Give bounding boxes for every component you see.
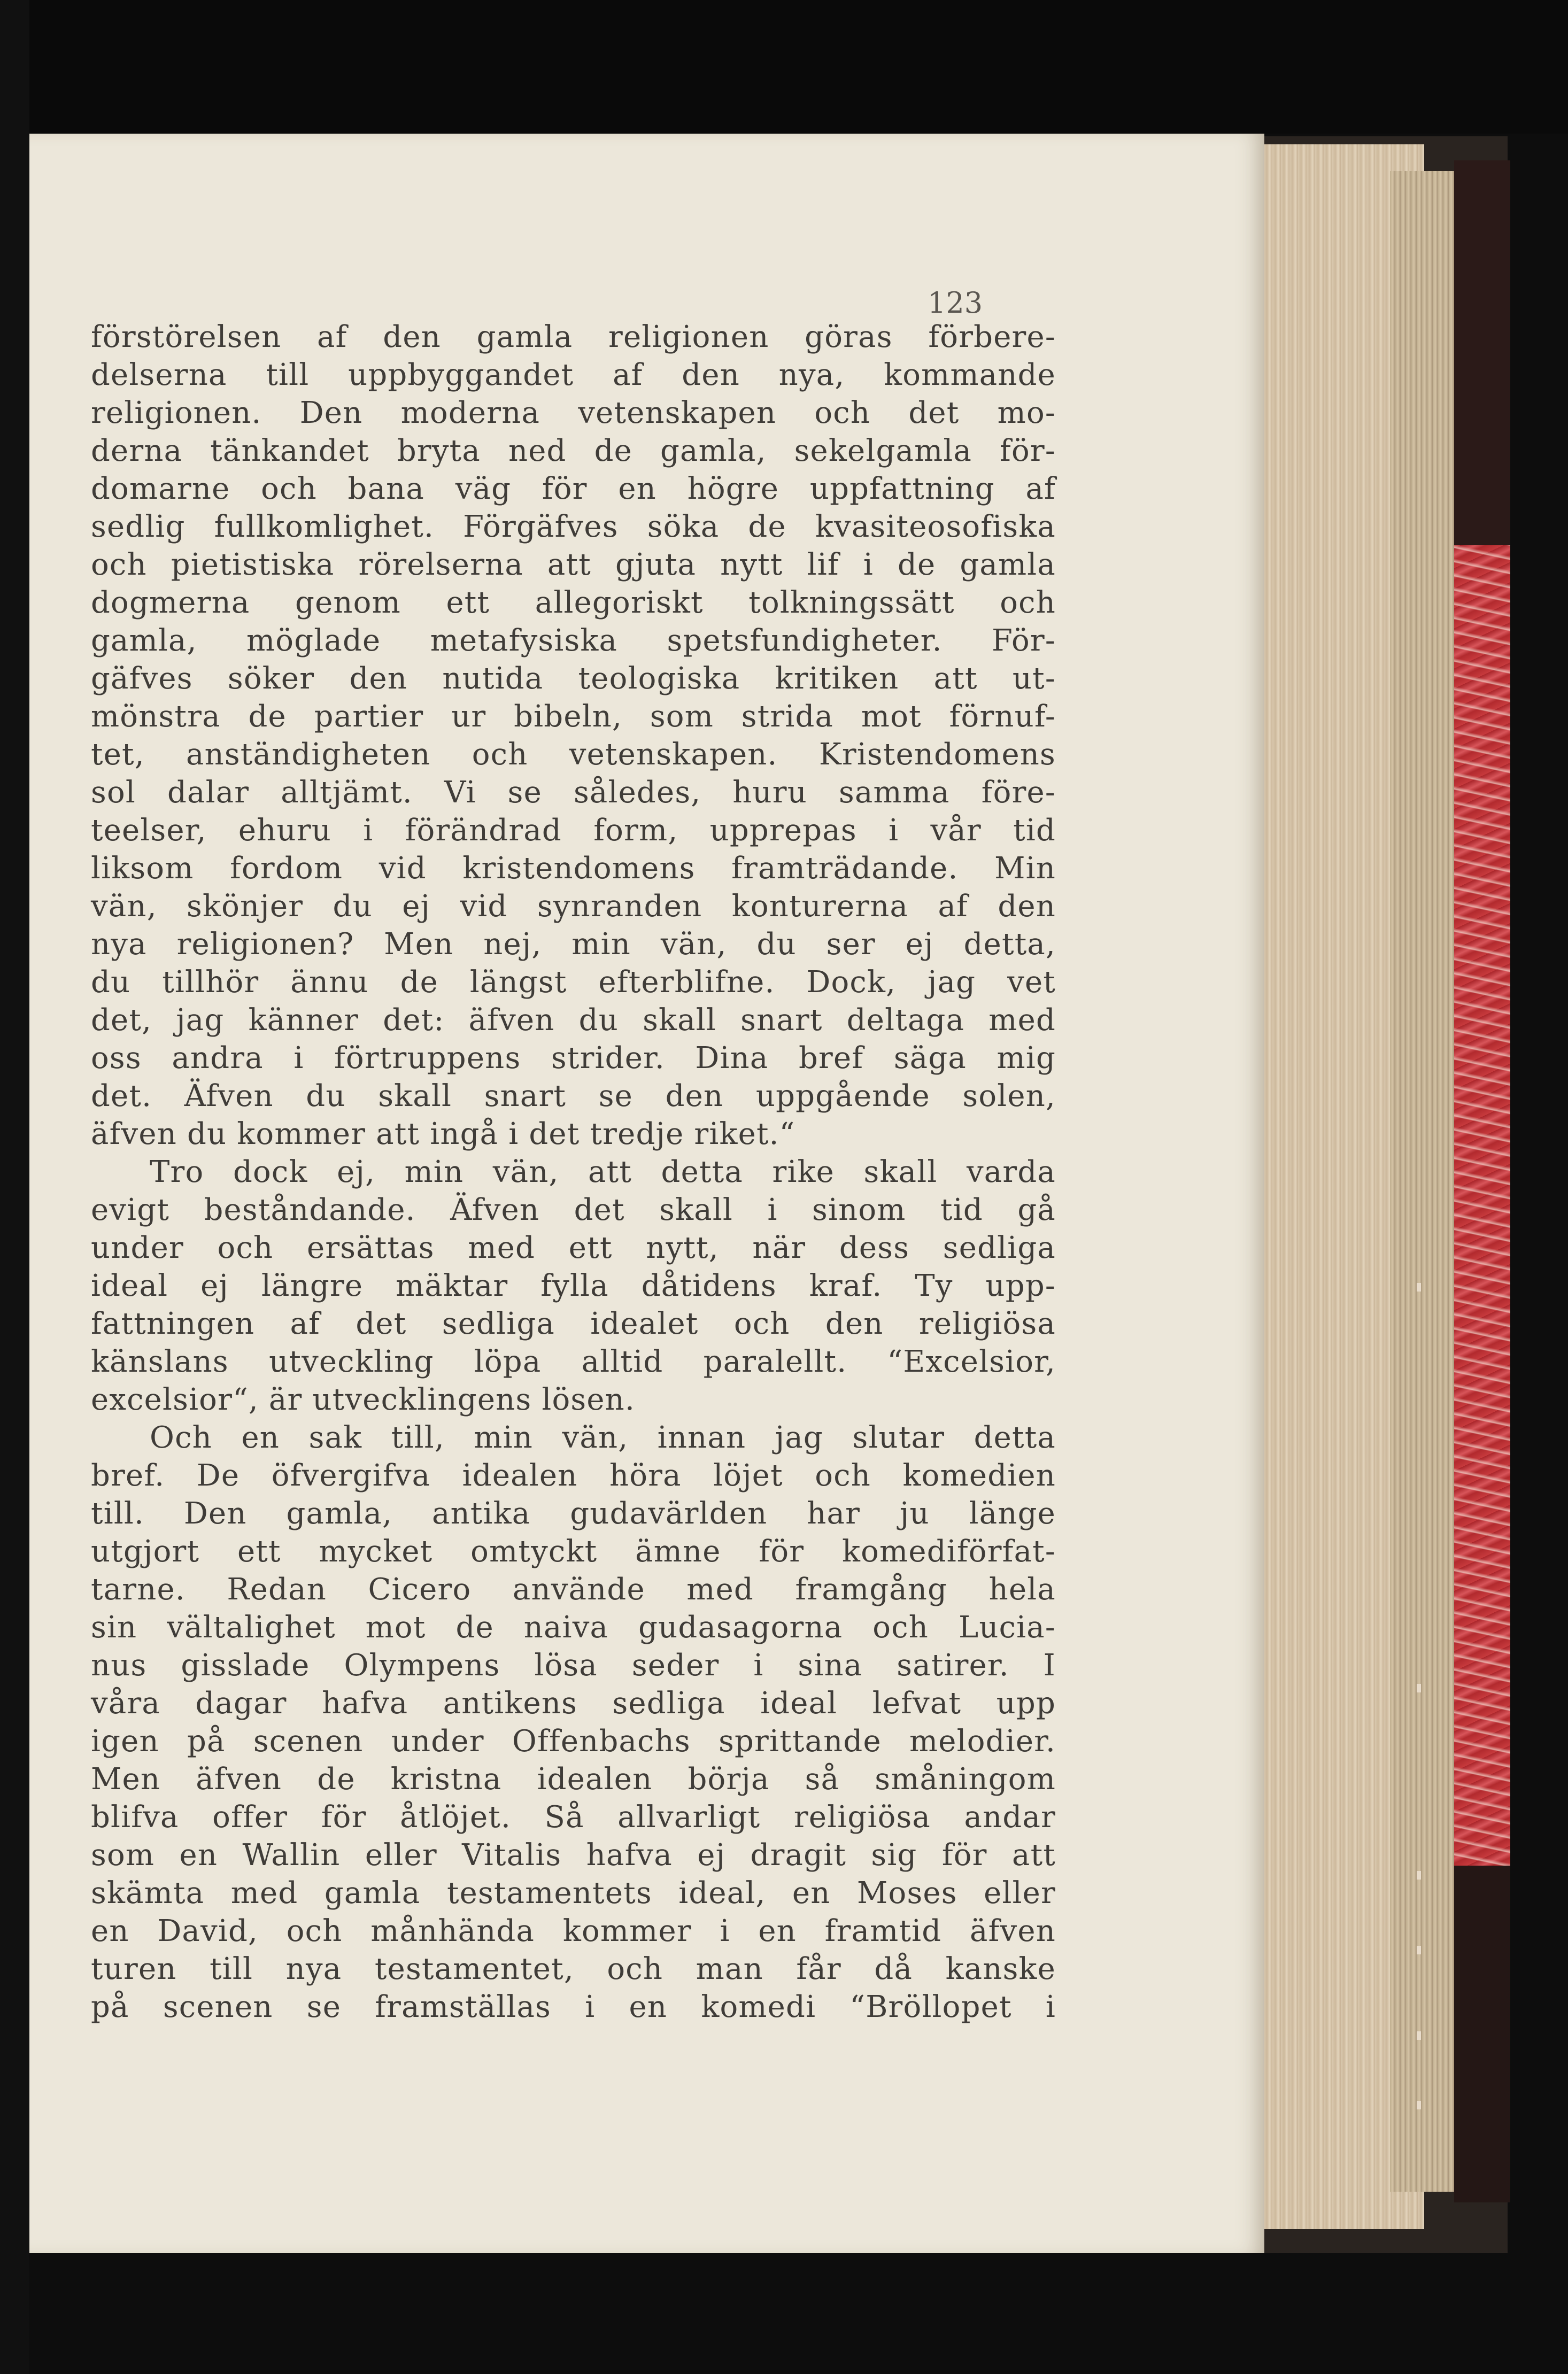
marbled-cover-edge bbox=[1454, 545, 1510, 1866]
text-line: domarne och bana väg för en högre uppfattning af bbox=[91, 471, 1056, 506]
text-line: utgjort ett mycket omtyckt ämne för komediförfat- bbox=[91, 1534, 1056, 1569]
book-cover-top bbox=[1454, 160, 1510, 545]
edge-mark bbox=[1417, 1946, 1421, 1954]
text-line: en David, och månhända kommer i en framtid äfven bbox=[91, 1914, 1056, 1948]
scanner-top-band bbox=[0, 0, 1568, 134]
page-body-text bbox=[91, 318, 1056, 2026]
text-line: gäfves söker den nutida teologiska kritiken att ut- bbox=[91, 661, 1056, 696]
text-line: som en Wallin eller Vitalis hafva ej dragit sig för att bbox=[91, 1838, 1056, 1873]
text-line: Tro dock ej, min vän, att detta rike skall varda bbox=[150, 1155, 1056, 1189]
text-line: mönstra de partier ur bibeln, som strida mot förnuf- bbox=[91, 699, 1056, 734]
text-line: turen till nya testamentet, och man får då kanske bbox=[91, 1952, 1056, 1986]
text-line: tet, anständigheten och vetenskapen. Kristendomens bbox=[91, 737, 1056, 772]
text-line: dogmerna genom ett allegoriskt tolkningssätt och bbox=[91, 585, 1056, 620]
text-line: ideal ej längre mäktar fylla dåtidens kraf. Ty upp- bbox=[91, 1269, 1056, 1303]
text-line: till. Den gamla, antika gudavärlden har ju länge bbox=[91, 1496, 1056, 1531]
text-line: blifva offer för åtlöjet. Så allvarligt religiösa andar bbox=[91, 1800, 1056, 1835]
text-line: bref. De öfvergifva idealen höra löjet och komedien bbox=[91, 1458, 1056, 1493]
text-line: på scenen se framställas i en komedi “Bröllopet i bbox=[91, 1990, 1056, 2024]
text-line: känslans utveckling löpa alltid paralellt. “Excelsior, bbox=[91, 1344, 1056, 1379]
text-line: nya religionen? Men nej, min vän, du ser ej detta, bbox=[91, 927, 1056, 962]
text-line: det. Äfven du skall snart se den uppgående solen, bbox=[91, 1079, 1056, 1113]
text-line: våra dagar hafva antikens sedliga ideal lefvat upp bbox=[91, 1686, 1056, 1721]
page-number: 123 bbox=[928, 286, 983, 320]
text-line: teelser, ehuru i förändrad form, upprepas i vår tid bbox=[91, 813, 1056, 848]
book-page bbox=[29, 134, 1264, 2253]
text-line: derna tänkandet bryta ned de gamla, sekelgamla för- bbox=[91, 434, 1056, 468]
text-line: äfven du kommer att ingå i det tredje riket.“ bbox=[91, 1117, 795, 1151]
text-line: religionen. Den moderna vetenskapen och det mo- bbox=[91, 396, 1056, 430]
text-line: gamla, möglade metafysiska spetsfundigheter. För- bbox=[91, 623, 1056, 658]
text-line: sin vältalighet mot de naiva gudasagorna och Lucia- bbox=[91, 1610, 1056, 1645]
text-line: sedlig fullkomlighet. Förgäfves söka de kvasiteosofiska bbox=[91, 509, 1056, 544]
text-line: under och ersättas med ett nytt, när dess sedliga bbox=[91, 1231, 1056, 1265]
edge-mark bbox=[1417, 1871, 1421, 1880]
text-line: skämta med gamla testamentets ideal, en Moses eller bbox=[91, 1876, 1056, 1911]
text-line: liksom fordom vid kristendomens framträdande. Min bbox=[91, 851, 1056, 886]
scanner-left-band bbox=[0, 0, 29, 2374]
edge-mark bbox=[1417, 2101, 1421, 2109]
text-line: Men äfven de kristna idealen börja så småningom bbox=[91, 1762, 1056, 1797]
text-line: delserna till uppbyggandet af den nya, kommande bbox=[91, 358, 1056, 392]
text-line: igen på scenen under Offenbachs sprittande melodier. bbox=[91, 1724, 1056, 1759]
book-cover-bottom bbox=[1454, 1866, 1510, 2202]
text-line: nus gisslade Olympens lösa seder i sina satirer. I bbox=[91, 1648, 1056, 1683]
text-line: du tillhör ännu de längst efterblifne. Dock, jag vet bbox=[91, 965, 1056, 1000]
edge-mark bbox=[1417, 1684, 1421, 1692]
text-line: fattningen af det sedliga idealet och den religiösa bbox=[91, 1306, 1056, 1341]
edge-mark bbox=[1417, 2031, 1421, 2040]
text-line: sol dalar alltjämt. Vi se således, huru samma före- bbox=[91, 775, 1056, 810]
text-line: tarne. Redan Cicero använde med framgång hela bbox=[91, 1572, 1056, 1607]
text-line: evigt beståndande. Äfven det skall i sinom tid gå bbox=[91, 1193, 1056, 1227]
text-line: oss andra i förtruppens strider. Dina bref säga mig bbox=[91, 1041, 1056, 1076]
text-line: det, jag känner det: äfven du skall snart deltaga med bbox=[91, 1003, 1056, 1038]
edge-mark bbox=[1417, 1283, 1421, 1292]
text-line: Och en sak till, min vän, innan jag slutar detta bbox=[150, 1420, 1056, 1455]
page-edges-inner bbox=[1390, 171, 1459, 2192]
text-line: och pietistiska rörelserna att gjuta nytt lif i de gamla bbox=[91, 547, 1056, 582]
text-line: vän, skönjer du ej vid synranden konturerna af den bbox=[91, 889, 1056, 924]
text-line: excelsior“, är utvecklingens lösen. bbox=[91, 1382, 635, 1417]
text-line: förstörelsen af den gamla religionen göras förbere- bbox=[91, 320, 1056, 354]
